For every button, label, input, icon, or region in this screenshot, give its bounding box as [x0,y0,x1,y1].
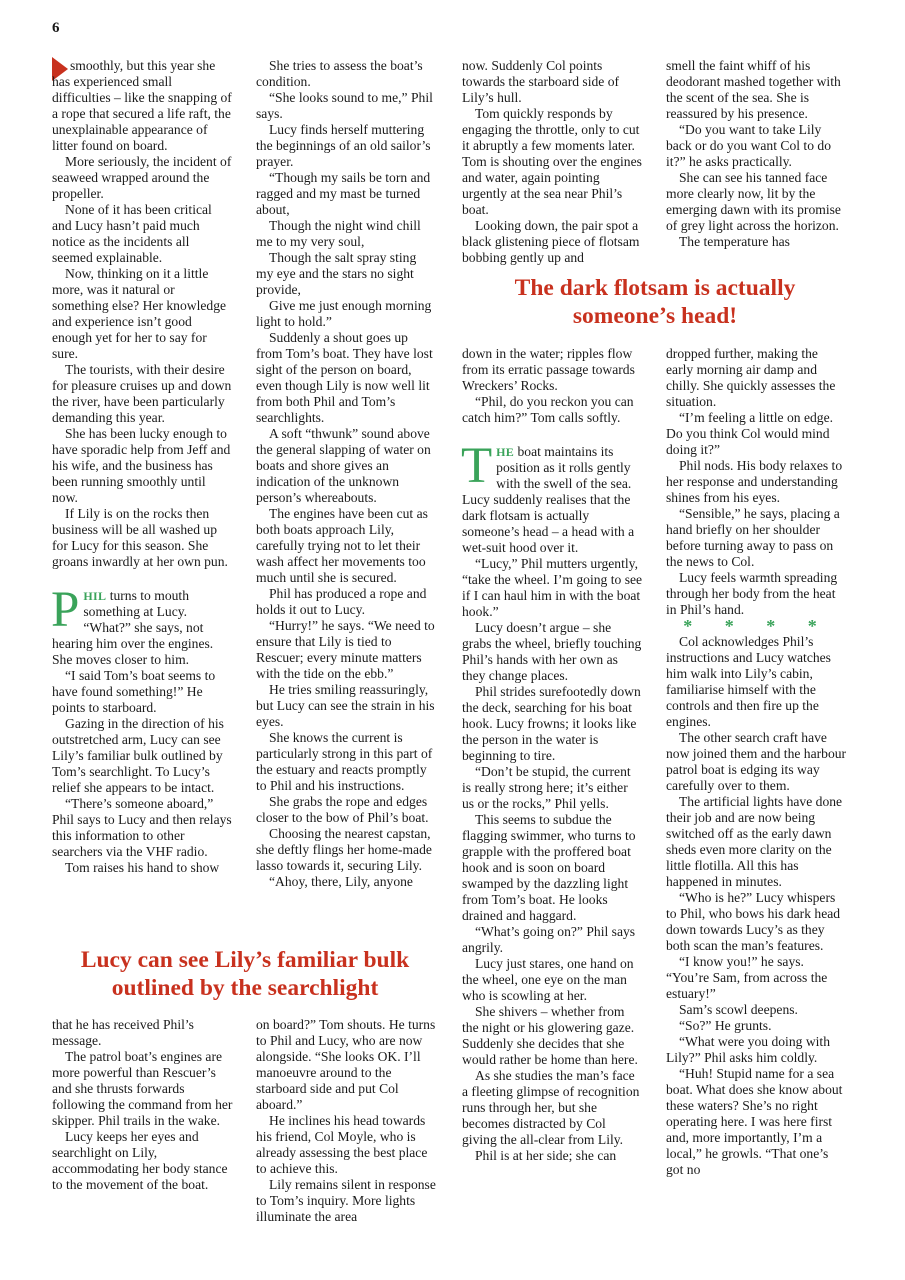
section-break-stars: * * * * [683,616,831,636]
paragraph: Sam’s scowl deepens. [679,1002,798,1017]
paragraph: “Who is he?” Lucy whispers to Phil, who bows his dark head down towards Lucy’s as they both scan the man’s features. [666,890,841,953]
paragraph: Lucy doesn’t argue – she grabs the wheel, briefly touching Phil’s hands with her own as they change places. [462,620,642,683]
paragraph: Phil has produced a rope and holds it out to Lucy. [256,586,427,617]
paragraph: “Phil, do you reckon you can catch him?” Tom calls softly. [462,394,634,425]
paragraph: She shivers – whether from the night or his glowering gaze. Suddenly she decides that she would rather be home than here. [462,1004,638,1067]
paragraph: Lucy finds herself muttering the beginnings of an old sailor’s prayer. [256,122,431,169]
paragraph: “Sensible,” he says, placing a hand briefly on her shoulder before turning away to pass on the news to Col. [666,506,840,569]
page-number: 6 [52,20,60,36]
paragraph: Lucy feels warmth spreading through her body from the heat in Phil’s hand. [666,570,838,617]
column-4-top [666,58,848,250]
drop-cap-paragraph [51,582,233,668]
paragraph: The other search craft have now joined them and the harbour patrol boat is edging its way carefully over to them. [666,730,847,793]
drop-cap-word: HE [496,445,515,459]
paragraph: As she studies the man’s face a fleeting glimpse of recognition runs through her, but she becomes distracted by Col giving the all-clear from Lily. [462,1068,640,1147]
column-4-main [666,346,848,1178]
paragraph: Col acknowledges Phil’s instructions and Lucy watches him walk into Lily’s cabin, familiarise himself with the controls and then fire up the engines. [666,634,831,729]
paragraph: Choosing the nearest capstan, she deftly flings her home-made lasso towards it, securing Lily. [256,826,432,873]
paragraph: More seriously, the incident of seaweed wrapped around the propeller. [52,154,232,201]
paragraph: The temperature has [679,234,790,249]
paragraph: smoothly, but this year she has experienced small difficulties – like the snapping of a rope that secured a life raft, the unexplainable appearance of litter found on board. [52,58,232,153]
drop-cap-paragraph [461,438,643,556]
pull-quote: The dark flotsam is actually someone’s head! [514,275,796,329]
paragraph: Phil nods. His body relaxes to her response and understanding shines from his eyes. [666,458,843,505]
paragraph: Suddenly a shout goes up from Tom’s boat. They have lost sight of the person on board, even though Lily is now well lit from both Phil and Tom’s searchlights. [256,330,433,425]
paragraph: Looking down, the pair spot a black glistening piece of flotsam bobbing gently up and [462,218,640,265]
paragraph: He inclines his head towards his friend, Col Moyle, who is already assessing the best place to achieve this. [256,1113,428,1176]
column-1-top [52,58,233,876]
paragraph: Lucy keeps her eyes and searchlight on Lily, accommodating her body stance to the movement of the boat. [52,1129,228,1192]
paragraph: She can see his tanned face more clearly now, lit by the emerging dawn with its promise of grey light across the horizon. [666,170,841,233]
paragraph: that he has received Phil’s message. [52,1017,194,1048]
paragraph: “I said Tom’s boat seems to have found something!” He points to starboard. [52,668,216,715]
paragraph: Phil strides surefootedly down the deck, searching for his boat hook. Lucy frowns; it looks like the person in the water is beginning to tire. [462,684,641,763]
paragraph: Phil is at her side; she can [475,1148,617,1163]
paragraph: “Ahoy, there, Lily, anyone [269,874,413,889]
paragraph: Tom quickly responds by engaging the throttle, only to cut it abruptly a few moments later. Tom is shouting over the engines and water, again pointing urgently at the sea near Phil’s boat. [462,106,642,217]
column-2-top [256,58,437,890]
paragraph: “Hurry!” he says. “We need to ensure that Lily is tied to Rescuer; every minute matters with the tide on the ebb.” [256,618,435,681]
paragraph: on board?” Tom shouts. He turns to Phil and Lucy, who are now alongside. “She looks OK. I’ll manoeuvre around to the starboard side and put Col aboard.” [256,1017,436,1112]
paragraph: She knows the current is particularly strong in this part of the estuary and reacts promptly to Phil and his instructions. [256,730,433,793]
paragraph: “There’s someone aboard,” Phil says to Lucy and then relays this information to other searchers via the VHF radio. [52,796,232,859]
paragraph: If Lily is on the rocks then business will be all washed up for Lucy for this season. She groans inwardly at her own pun. [52,506,228,569]
paragraph: The artificial lights have done their job and are now being switched off as the early dawn sheds even more clarity on the little flotilla. All this has happened in minutes. [666,794,843,889]
paragraph: The engines have been cut as both boats approach Lily, carefully trying not to let their wash affect her movements too much until she is secured. [256,506,428,585]
paragraph: Gazing in the direction of his outstretched arm, Lucy can see Lily’s familiar bulk outlined by Tom’s searchlight. To Lucy’s relief she appears to be intact. [52,716,224,795]
paragraph: “I’m feeling a little on edge. Do you think Col would mind doing it?” [666,410,833,457]
paragraph: Though the night wind chill me to my very soul, [256,218,421,249]
pull-quote: Lucy can see Lily’s familiar bulk outlined by the searchlight [80,947,410,1001]
drop-cap-text: turns to mouth something at Lucy. “What?” she says, not hearing him over the engines. She moves closer to him. [52,588,214,667]
paragraph: “Lucy,” Phil mutters urgently, “take the wheel. I’m going to see if I can haul him in with the boat hook.” [462,556,643,619]
paragraph: “So?” He grunts. [679,1018,772,1033]
drop-cap-word: HIL [83,589,107,603]
paragraph: Give me just enough morning light to hold.” [256,298,432,329]
paragraph: She grabs the rope and edges closer to the bow of Phil’s boat. [256,794,429,825]
column-3-top [462,58,643,266]
paragraph: “She looks sound to me,” Phil says. [256,90,433,121]
column-1-bottom [52,1017,233,1193]
paragraph: “What’s going on?” Phil says angrily. [462,924,636,955]
paragraph: smell the faint whiff of his deodorant mashed together with the scent of the sea. She is reassured by his presence. [666,58,841,121]
paragraph: dropped further, making the early morning air damp and chilly. She quickly assesses the situation. [666,346,836,409]
drop-cap: T [461,438,493,494]
paragraph: None of it has been critical and Lucy hasn’t paid much notice as the incidents all seemed explainable. [52,202,212,265]
paragraph: “What were you doing with Lily?” Phil asks him coldly. [666,1034,830,1065]
paragraph: A soft “thwunk” sound above the general slapping of water on boats and shore gives an indication of the unknown person’s whereabouts. [256,426,431,505]
paragraph: “Huh! Stupid name for a sea boat. What does she know about these waters? She’s no right operating here. I was here first and, more importantly, I’m a local,” he growls. “That one’s got no [666,1066,843,1177]
paragraph: She has been lucky enough to have sporadic help from Jeff and his wife, and the business has been running smoothly until now. [52,426,231,505]
paragraph: Though the salt spray sting my eye and the stars no sight provide, [256,250,417,297]
paragraph: Lucy just stares, one hand on the wheel, one eye on the man who is scowling at her. [462,956,634,1003]
paragraph: “Do you want to take Lily back or do you want Col to do it?” he asks practically. [666,122,831,169]
paragraph: He tries smiling reassuringly, but Lucy can see the strain in his eyes. [256,682,435,729]
paragraph: This seems to subdue the flagging swimmer, who turns to grapple with the proffered boat hook and is soon on board swamped by the dazzling light from Tom’s boat. He looks drained and haggard. [462,812,636,923]
paragraph: “Don’t be stupid, the current is really strong here; it’s either us or the rocks,” Phil yells. [462,764,631,811]
paragraph: now. Suddenly Col points towards the starboard side of Lily’s hull. [462,58,620,105]
paragraph: down in the water; ripples flow from its erratic passage towards Wreckers’ Rocks. [462,346,635,393]
paragraph: Lily remains silent in response to Tom’s inquiry. More lights illuminate the area [256,1177,436,1224]
paragraph: The patrol boat’s engines are more powerful than Rescuer’s and she thrusts forwards following the command from her skipper. Phil trails in the wake. [52,1049,233,1128]
paragraph: Tom raises his hand to show [65,860,220,875]
column-2-bottom [256,1017,437,1225]
drop-cap-text: boat maintains its position as it rolls gently with the swell of the sea. Lucy suddenly realises that the dark flotsam is actually someone’s head – a head with a wet-suit hood over it. [462,444,635,555]
paragraph: Now, thinking on it a little more, was it natural or something else? Her knowledge and experience isn’t good enough yet for her to say for sure. [52,266,227,361]
column-3-main [462,346,643,1164]
paragraph: “I know you!” he says. “You’re Sam, from across the estuary!” [666,954,828,1001]
drop-cap: P [51,582,80,638]
paragraph: The tourists, with their desire for pleasure cruises up and down the river, have been particularly demanding this year. [52,362,232,425]
paragraph: She tries to assess the boat’s condition. [256,58,423,89]
paragraph: “Though my sails be torn and ragged and my mast be turned about, [256,170,431,217]
